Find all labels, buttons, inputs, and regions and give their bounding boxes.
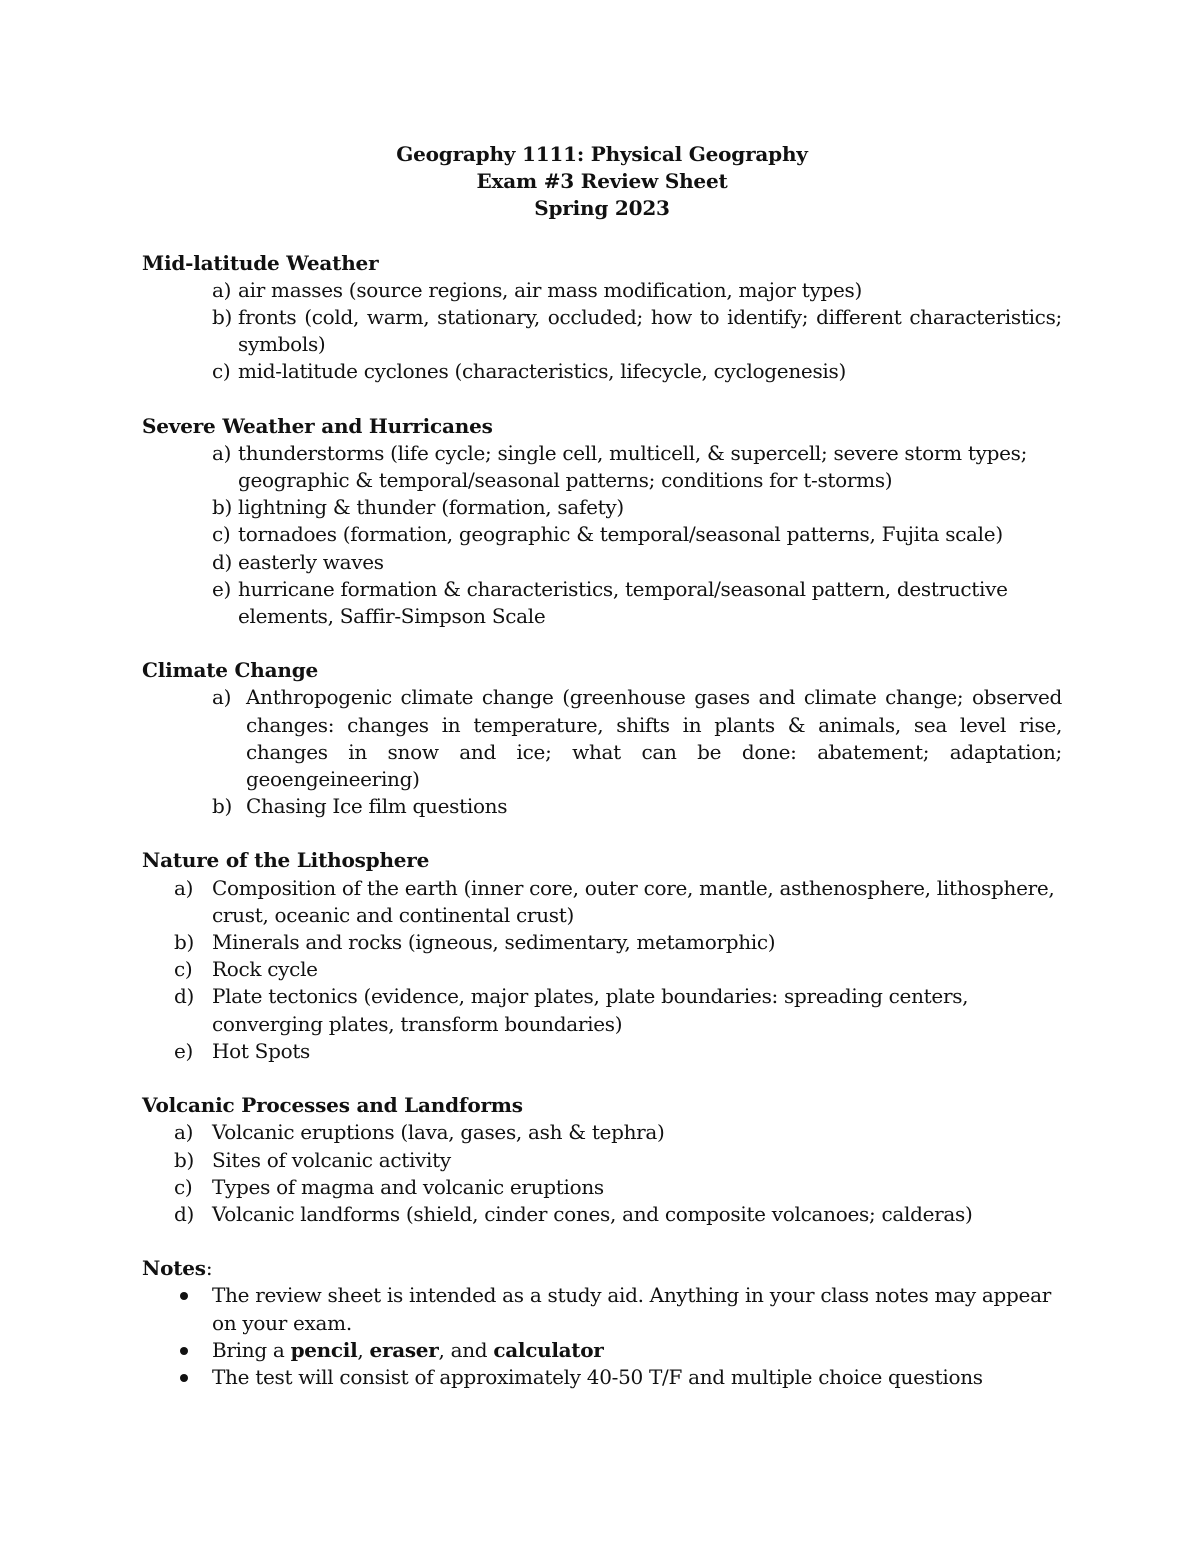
list-item-text: thunderstorms (life cycle; single cell, multicell, & supercell; severe storm types; geographic & temporal/seasonal patterns; conditions for t-storms) xyxy=(238,440,1028,493)
list-item-text: Anthropogenic climate change (greenhouse gases and climate change; observed changes: changes in temperature, shifts in plants & animals, sea level rise, changes in snow and ice; what can be done: abatement; adaptation; geoengeineering) xyxy=(246,685,1062,792)
list-item xyxy=(142,1337,1062,1364)
list-marker: a) xyxy=(174,1120,194,1145)
list-item-text: Chasing Ice film questions xyxy=(246,794,508,819)
separator: , and xyxy=(438,1337,494,1362)
list-item-text: The review sheet is intended as a study aid. Anything in your class notes may appear on your exam. xyxy=(212,1283,1051,1335)
list-marker: b) xyxy=(212,305,233,330)
list-item xyxy=(142,304,1062,358)
list-item xyxy=(142,684,1062,793)
list-item-text: fronts (cold, warm, stationary, occluded; how to identify; different characteristics; symbols) xyxy=(238,305,1062,357)
list-item xyxy=(142,929,1062,956)
notes-heading xyxy=(142,1255,1062,1282)
section-notes xyxy=(142,1255,1062,1391)
section-heading: Severe Weather and Hurricanes xyxy=(142,413,493,438)
list-item xyxy=(142,494,1062,521)
list-item xyxy=(142,440,1062,494)
bring-prefix: Bring a xyxy=(212,1337,291,1362)
list-item-text: Types of magma and volcanic eruptions xyxy=(212,1174,604,1199)
list-item xyxy=(142,277,1062,304)
calculator-label: calculator xyxy=(493,1337,604,1362)
section-heading: Mid-latitude Weather xyxy=(142,250,379,275)
list-marker: a) xyxy=(212,685,232,710)
exam-title: Exam #3 Review Sheet xyxy=(476,169,728,194)
separator: , xyxy=(357,1337,370,1362)
list-item-text: lightning & thunder (formation, safety) xyxy=(238,495,624,520)
list-marker: e) xyxy=(174,1038,194,1063)
list-item xyxy=(142,1119,1062,1146)
list-item xyxy=(142,793,1062,820)
list-item xyxy=(142,983,1062,1037)
list-marker: b) xyxy=(174,1147,195,1172)
section-heading: Nature of the Lithosphere xyxy=(142,848,430,873)
eraser-label: eraser xyxy=(369,1337,439,1362)
course-title: Geography 1111: Physical Geography xyxy=(396,142,808,166)
list-item-text: Rock cycle xyxy=(212,957,318,982)
list-marker: a) xyxy=(174,875,194,900)
list-item-text: The test will consist of approximately 40-50 T/F and multiple choice questions xyxy=(212,1364,983,1389)
list-marker: a) xyxy=(212,277,232,302)
list-item-text: Plate tectonics (evidence, major plates, plate boundaries: spreading centers, converging plates, transform boundaries) xyxy=(212,984,969,1036)
list-item-text: hurricane formation & characteristics, temporal/seasonal pattern, destructive elements, Saffir-Simpson Scale xyxy=(238,576,1008,629)
pencil-label: pencil xyxy=(290,1337,358,1362)
section-volcanic-processes xyxy=(142,1092,1062,1228)
list-item-text: Sites of volcanic activity xyxy=(212,1147,451,1172)
list-item-text: Hot Spots xyxy=(212,1038,311,1063)
bullet-icon xyxy=(174,1282,212,1336)
list-item xyxy=(142,1147,1062,1174)
notes-heading-label: Notes xyxy=(142,1256,206,1281)
list-marker: c) xyxy=(174,957,193,982)
section-lithosphere xyxy=(142,847,1062,1065)
list-item xyxy=(142,549,1062,576)
list-item xyxy=(142,875,1062,929)
list-marker: a) xyxy=(212,440,232,465)
list-item-text: Volcanic eruptions (lava, gases, ash & tephra) xyxy=(212,1120,665,1145)
list-marker: b) xyxy=(174,930,195,955)
list-item-text: air masses (source regions, air mass modification, major types) xyxy=(238,277,862,302)
list-marker: d) xyxy=(212,549,233,574)
section-climate-change xyxy=(142,657,1062,820)
list-item-text: Minerals and rocks (igneous, sedimentary, metamorphic) xyxy=(212,930,776,955)
list-item-text: tornadoes (formation, geographic & temporal/seasonal patterns, Fujita scale) xyxy=(238,522,1003,547)
review-sheet-page xyxy=(142,141,1062,1418)
list-marker: d) xyxy=(174,1201,195,1226)
list-marker: c) xyxy=(212,522,231,547)
list-item xyxy=(142,1282,1062,1336)
list-marker: c) xyxy=(212,359,231,384)
list-marker: b) xyxy=(212,794,233,819)
list-item xyxy=(142,1364,1062,1391)
section-severe-weather xyxy=(142,413,1062,631)
list-item xyxy=(142,521,1062,548)
list-marker: e) xyxy=(212,576,232,601)
bullet-icon xyxy=(174,1337,212,1364)
list-item xyxy=(142,956,1062,983)
bullet-icon xyxy=(174,1364,212,1391)
list-item-text: mid-latitude cyclones (characteristics, lifecycle, cyclogenesis) xyxy=(238,359,846,384)
list-item-text: Volcanic landforms (shield, cinder cones, and composite volcanoes; calderas) xyxy=(212,1201,973,1226)
term-title: Spring 2023 xyxy=(534,196,670,221)
section-heading: Climate Change xyxy=(142,658,319,683)
section-mid-latitude-weather xyxy=(142,250,1062,386)
list-marker: d) xyxy=(174,984,195,1009)
section-heading: Volcanic Processes and Landforms xyxy=(142,1093,523,1118)
list-marker: c) xyxy=(174,1174,193,1199)
notes-bullet-list xyxy=(142,1282,1062,1391)
list-item-text xyxy=(212,1337,1062,1364)
list-item xyxy=(142,1174,1062,1201)
list-item xyxy=(142,358,1062,385)
notes-heading-colon: : xyxy=(205,1256,213,1281)
list-marker: b) xyxy=(212,495,233,520)
list-item xyxy=(142,1201,1062,1228)
document-title-block xyxy=(142,141,1062,223)
list-item-text: easterly waves xyxy=(238,549,384,574)
list-item xyxy=(142,576,1062,630)
list-item-text: Composition of the earth (inner core, outer core, mantle, asthenosphere, lithosphere, crust, oceanic and continental crust) xyxy=(212,875,1055,927)
list-item xyxy=(142,1038,1062,1065)
